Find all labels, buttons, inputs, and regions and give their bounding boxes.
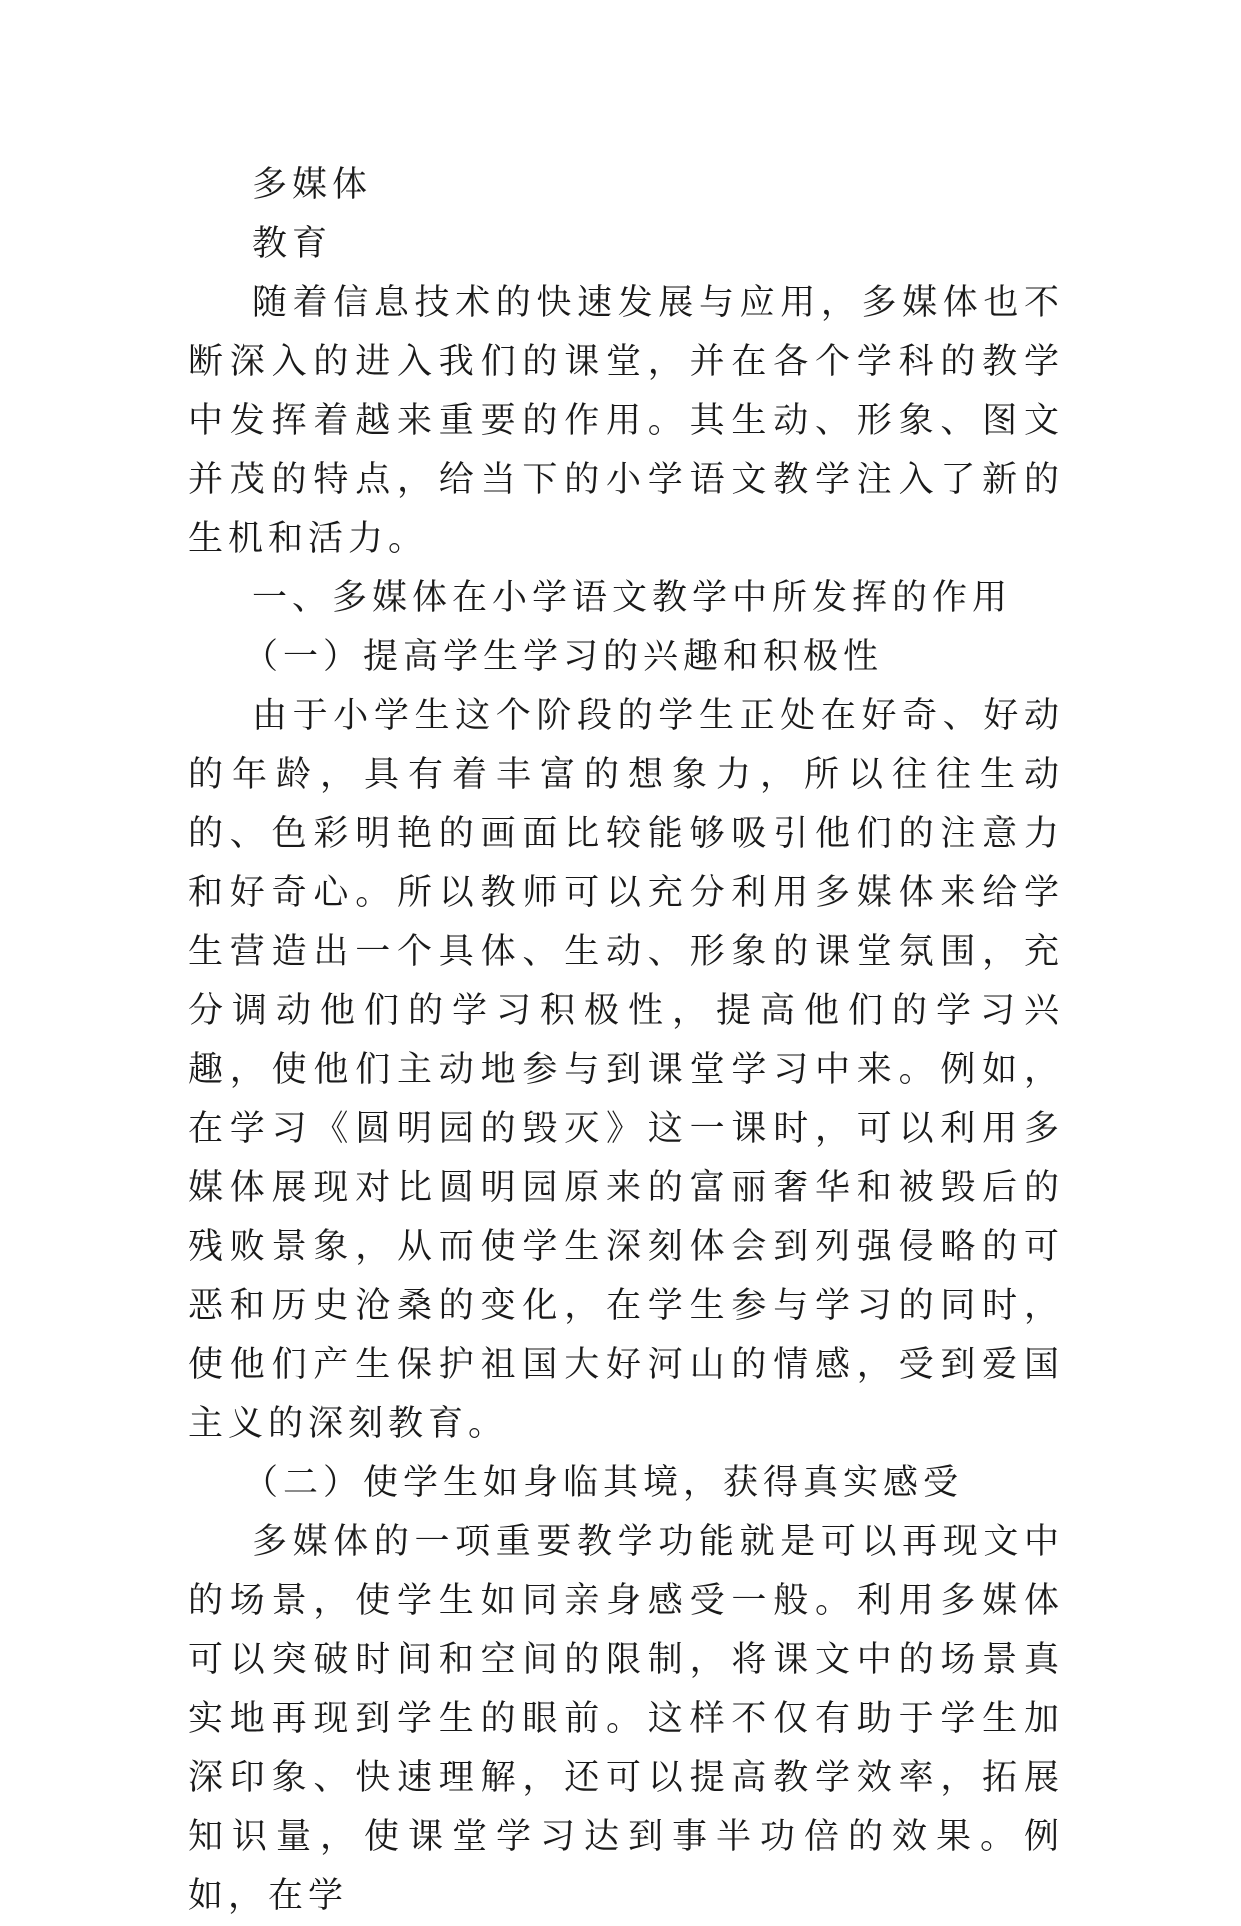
intro-paragraph: 随着信息技术的快速发展与应用，多媒体也不断深入的进入我们的课堂，并在各个学科的教学中发挥着越来重要的作用。其生动、形象、图文并茂的特点，给当下的小学语文教学注入了新的生机和活力。 (188, 283, 1064, 559)
subsection-1-heading: （一）提高学生学习的兴趣和积极性 (243, 637, 884, 677)
document-body (188, 156, 1064, 1926)
title-line-1: 多媒体 (252, 165, 373, 205)
section-1-heading: 一、多媒体在小学语文教学中所发挥的作用 (252, 578, 1013, 618)
subsection-2-heading: （二）使学生如身临其境，获得真实感受 (243, 1463, 964, 1503)
subsection-2-paragraph: 多媒体的一项重要教学功能就是可以再现文中的场景，使学生如同亲身感受一般。利用多媒体可以突破时间和空间的限制，将课文中的场景真实地再现到学生的眼前。这样不仅有助于学生加深印象、快速理解，还可以提高教学效率，拓展知识量，使课堂学习达到事半功倍的效果。例如，在学 (188, 1522, 1064, 1916)
subsection-1-paragraph: 由于小学生这个阶段的学生正处在好奇、好动的年龄，具有着丰富的想象力，所以往往生动的、色彩明艳的画面比较能够吸引他们的注意力和好奇心。所以教师可以充分利用多媒体来给学生营造出一个具体、生动、形象的课堂氛围，充分调动他们的学习积极性，提高他们的学习兴趣，使他们主动地参与到课堂学习中来。例如，在学习《圆明园的毁灭》这一课时，可以利用多媒体展现对比圆明园原来的富丽奢华和被毁后的残败景象，从而使学生深刻体会到列强侵略的可恶和历史沧桑的变化，在学生参与学习的同时，使他们产生保护祖国大好河山的情感，受到爱国主义的深刻教育。 (188, 696, 1064, 1444)
title-line-2: 教育 (252, 224, 333, 264)
